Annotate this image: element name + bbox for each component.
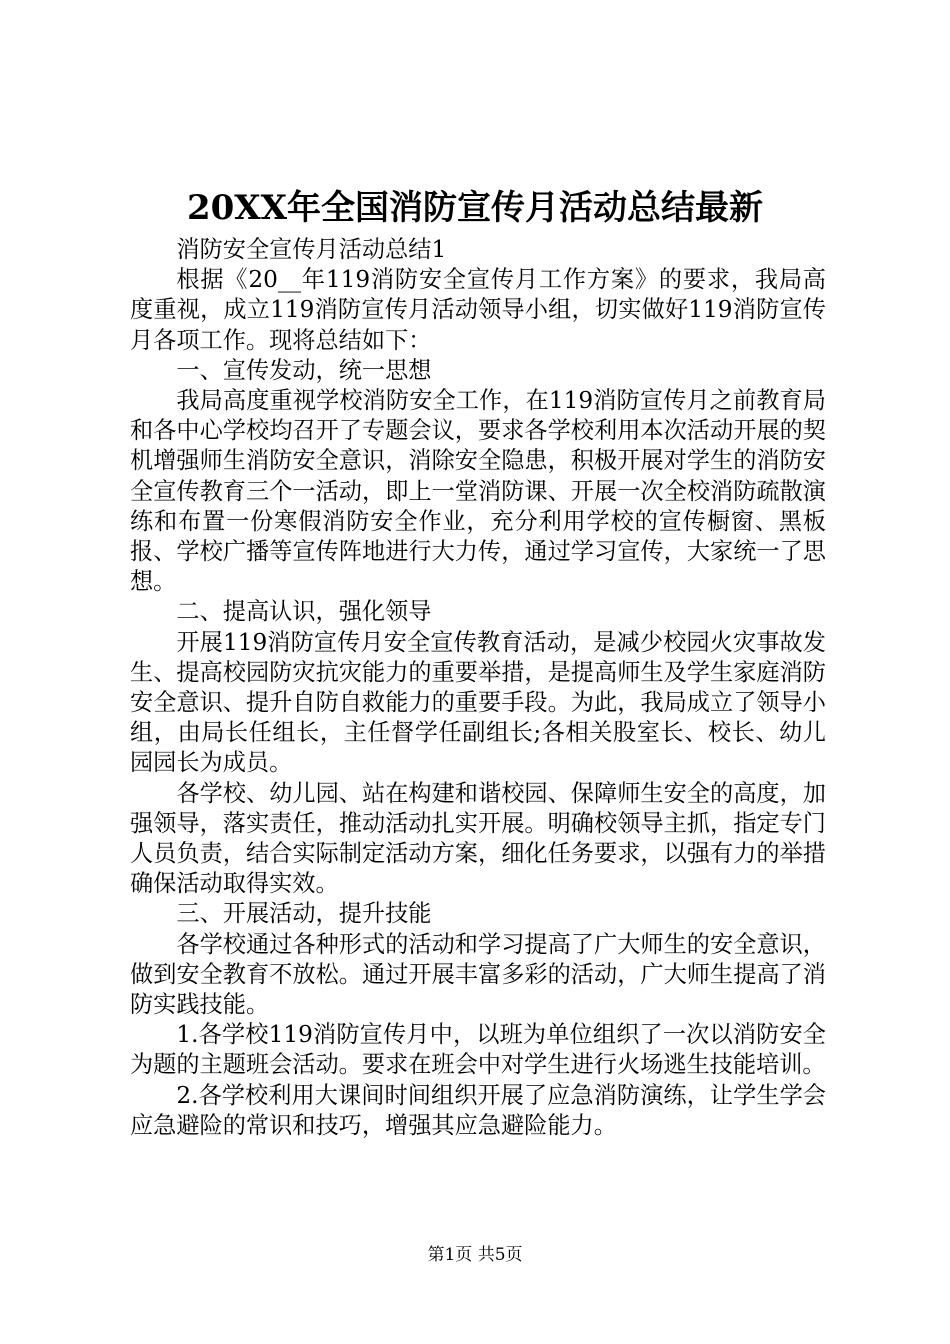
body-paragraph: 各学校、幼儿园、站在构建和谐校园、保障师生安全的高度，加强领导，落实责任，推动活动扎实开展。明确校领导主抓，指定专门人员负责，结合实际制定活动方案，细化任务要求，以强有力的举措确保活动取得实效。 — [130, 779, 826, 898]
body-paragraph: 我局高度重视学校消防安全工作，在119消防宣传月之前教育局和各中心学校均召开了专题会议，要求各学校利用本次活动开展的契机增强师生消防安全意识，消除安全隐患，积极开展对学生的消防安全宣传教育三个一活动，即上一堂消防课、开展一次全校消防疏散演练和布置一份寒假消防安全作业，充分利用学校的宣传橱窗、黑板报、学校广播等宣传阵地进行大力传，通过学习宣传，大家统一了思想。 — [130, 387, 826, 596]
list-item-1: 1.各学校119消防宣传月中，以班为单位组织了一次以消防安全为题的主题班会活动。要求在班会中对学生进行火场逃生技能培训。 — [130, 1021, 826, 1079]
body-paragraph: 各学校通过各种形式的活动和学习提高了广大师生的安全意识，做到安全教育不放松。通过开展丰富多彩的活动，广大师生提高了消防实践技能。 — [130, 930, 826, 1019]
section-heading-2: 二、提高认识，强化领导 — [176, 598, 432, 626]
list-item-2: 2.各学校利用大课间时间组织开展了应急消防演练，让学生学会应急避险的常识和技巧，增强其应急避险能力。 — [130, 1081, 826, 1139]
document-title: 20XX年全国消防宣传月活动总结最新 — [186, 188, 764, 228]
intro-paragraph: 根据《20__年119消防安全宣传月工作方案》的要求，我局高度重视，成立119消防宣传月活动领导小组，切实做好119消防宣传月各项工作。现将总结如下： — [130, 266, 826, 354]
subtitle-paragraph: 消防安全宣传月活动总结1 — [176, 236, 447, 263]
page-footer: 第1页 共5页 — [427, 1245, 523, 1265]
body-paragraph: 开展119消防宣传月安全宣传教育活动，是减少校园火灾事故发生、提高校园防灾抗灾能力的重要举措，是提高师生及学生家庭消防安全意识、提升自防自救能力的重要手段。为此，我局成立了领导小组，由局长任组长，主任督学任副组长;各相关股室长、校长、幼儿园园长为成员。 — [130, 628, 826, 777]
document-body — [130, 235, 826, 1141]
section-heading-3: 三、开展活动，提升技能 — [176, 900, 432, 928]
section-heading-1: 一、宣传发动，统一思想 — [176, 356, 432, 384]
